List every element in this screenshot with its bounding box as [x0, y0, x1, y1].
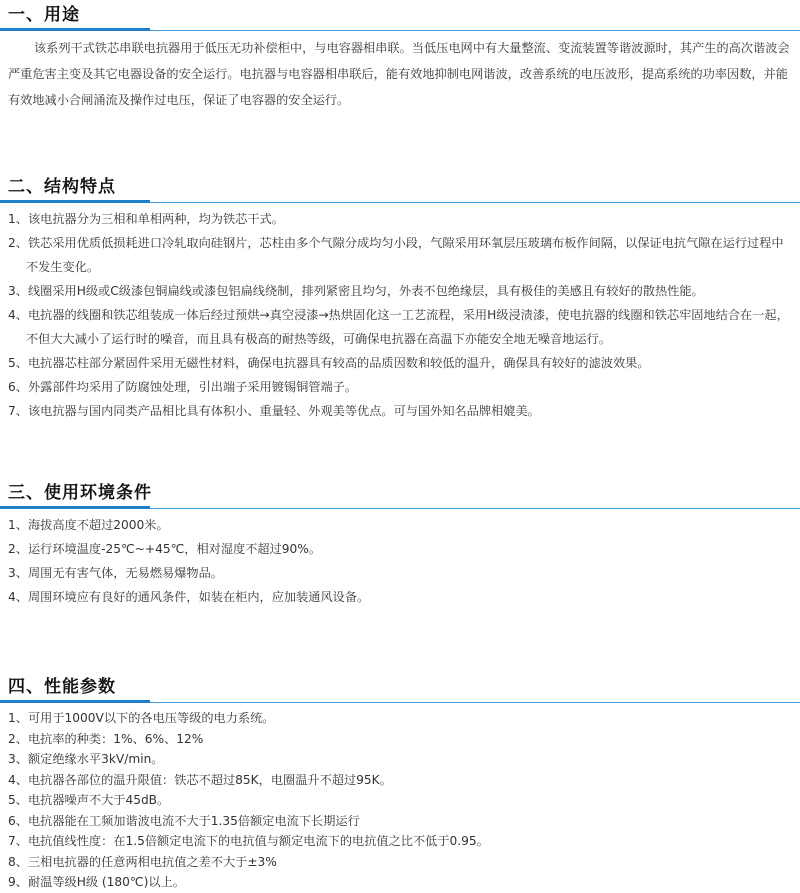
- list-item: 5、电抗器芯柱部分紧固件采用无磁性材料，确保电抗器具有较高的品质因数和较低的温升，确保具有较好的滤波效果。: [8, 356, 650, 370]
- list-item: 3、额定绝缘水平3kV/min。: [8, 752, 164, 766]
- section-header: [0, 478, 800, 509]
- performance-list: [0, 708, 800, 893]
- list-item: 2、电抗率的种类：1%、6%、12%: [8, 731, 204, 746]
- section-header: [0, 672, 800, 703]
- list-item: 6、电抗器能在工频加谐波电流不大于1.35倍额定电流下长期运行: [8, 813, 360, 828]
- list-item: 6、外露部件均采用了防腐蚀处理，引出端子采用镀锡铜管端子。: [8, 380, 358, 394]
- list-item: 9、耐温等级H级 (180℃)以上。: [8, 875, 185, 889]
- list-item: 4、周围环境应有良好的通风条件，如装在柜内，应加装通风设备。: [8, 590, 370, 604]
- section-usage: [0, 0, 800, 113]
- section-performance: [0, 672, 800, 893]
- list-item: 2、铁芯采用优质低损耗进口冷轧取向硅钢片，芯柱由多个气隙分成均匀小段，气隙采用环氧层压玻璃布板作间隔，以保证电抗气隙在运行过程中不发生变化。: [8, 236, 784, 274]
- environment-list: [0, 513, 800, 609]
- usage-paragraph: 该系列干式铁芯串联电抗器用于低压无功补偿柜中，与电容器相串联。当低压电网中有大量整流、变流装置等谐波源时，其产生的高次谐波会严重危害主变及其它电器设备的安全运行。电抗器与电容器相串联后，能有效地抑制电网谐波，改善系统的电压波形，提高系统的功率因数，并能有效地减小合闸涌流及操作过电压，保证了电容器的安全运行。: [8, 41, 790, 107]
- section-title: 一、用途: [8, 5, 80, 25]
- list-item: 4、电抗器的线圈和铁芯组装成一体后经过预烘→真空浸漆→热烘固化这一工艺流程，采用H级浸渍漆，使电抗器的线圈和铁芯牢固地结合在一起，不但大大减小了运行时的噪音，而且具有极高的耐热等级，可确保电抗器在高温下亦能安全地无噪音地运行。: [8, 308, 789, 346]
- list-item: 1、该电抗器分为三相和单相两种，均为铁芯干式。: [8, 212, 284, 226]
- section-header: [0, 0, 800, 31]
- list-item: 2、运行环境温度-25℃~+45℃，相对湿度不超过90%。: [8, 542, 322, 556]
- list-item: 5、电抗器噪声不大于45dB。: [8, 793, 170, 807]
- section-header: [0, 172, 800, 203]
- section-title: 四、性能参数: [8, 677, 116, 697]
- list-item: 7、电抗值线性度：在1.5倍额定电流下的电抗值与额定电流下的电抗值之比不低于0.95。: [8, 834, 489, 848]
- list-item: 3、线圈采用H级或C级漆包铜扁线或漆包铝扁线绕制，排列紧密且均匀，外表不包绝缘层，具有极佳的美感且有较好的散热性能。: [8, 284, 704, 298]
- section-title: 三、使用环境条件: [8, 483, 152, 503]
- list-item: 3、周围无有害气体，无易燃易爆物品。: [8, 566, 223, 580]
- section-title: 二、结构特点: [8, 177, 116, 197]
- list-item: 8、三相电抗器的任意两相电抗值之差不大于±3%: [8, 854, 277, 869]
- structure-list: [0, 207, 800, 423]
- section-environment: [0, 478, 800, 609]
- list-item: 1、可用于1000V以下的各电压等级的电力系统。: [8, 711, 275, 725]
- list-item: 1、海拔高度不超过2000米。: [8, 518, 169, 532]
- list-item: 4、电抗器各部位的温升限值：铁芯不超过85K，电圈温升不超过95K。: [8, 772, 392, 787]
- list-item: 7、该电抗器与国内同类产品相比具有体积小、重量轻、外观美等优点。可与国外知名品牌相媲美。: [8, 404, 540, 418]
- section-structure: [0, 172, 800, 423]
